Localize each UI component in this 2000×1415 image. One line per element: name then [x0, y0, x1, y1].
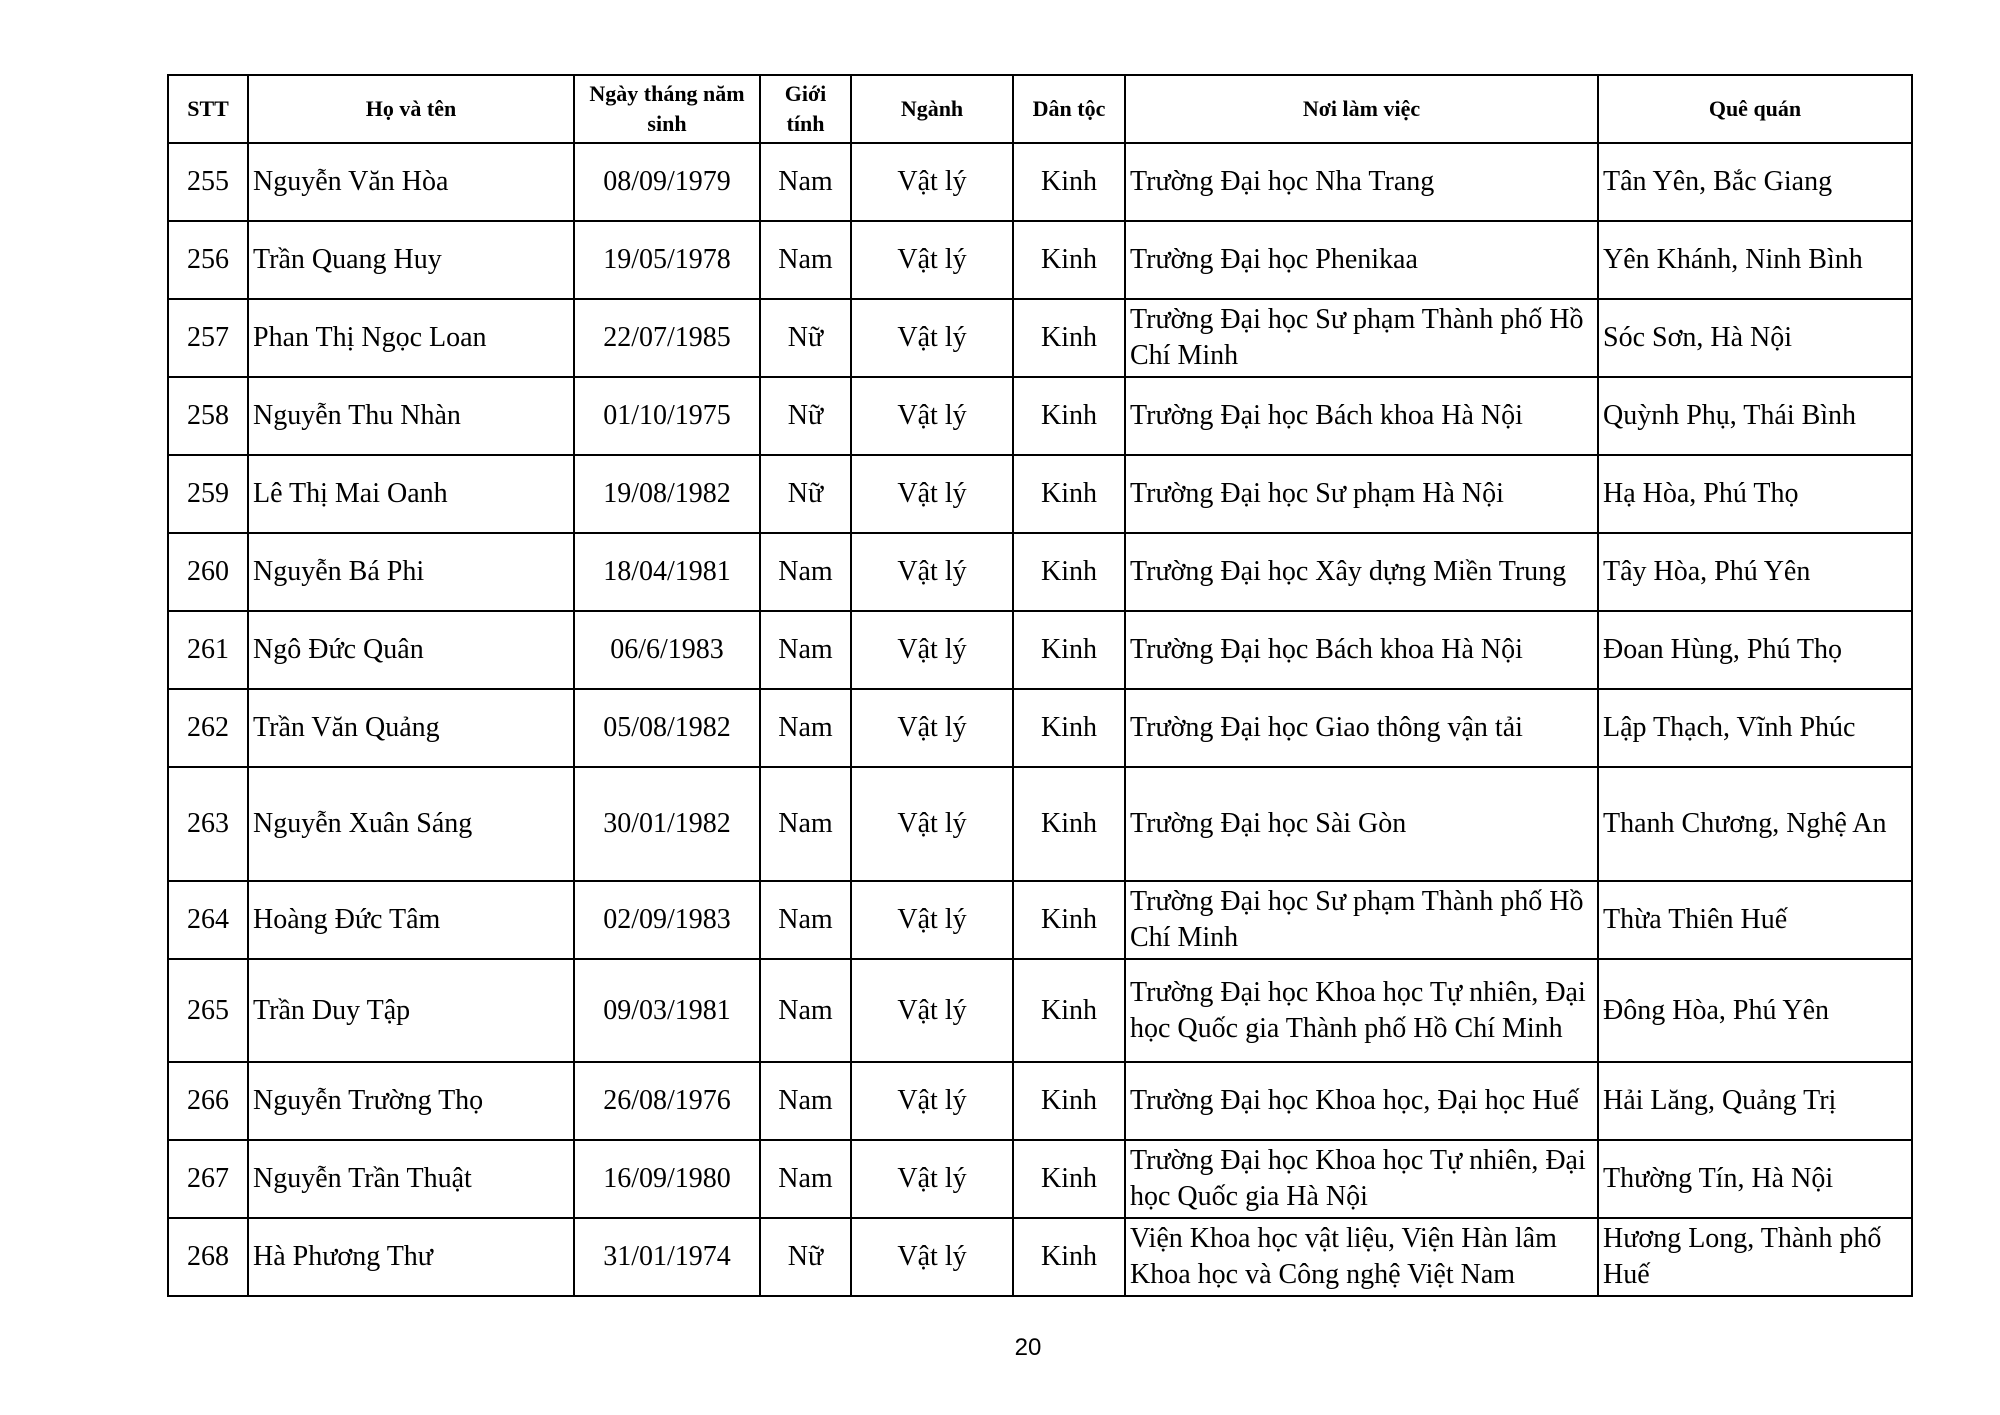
header-field: Ngành	[851, 75, 1013, 143]
cell-field: Vật lý	[851, 1140, 1013, 1218]
cell-gender: Nam	[760, 959, 851, 1062]
cell-workplace: Trường Đại học Sư phạm Hà Nội	[1125, 455, 1598, 533]
cell-ethnicity: Kinh	[1013, 1218, 1125, 1296]
cell-dob: 08/09/1979	[574, 143, 760, 221]
cell-hometown: Thanh Chương, Nghệ An	[1598, 767, 1912, 881]
cell-stt: 266	[168, 1062, 248, 1140]
cell-field: Vật lý	[851, 533, 1013, 611]
cell-ethnicity: Kinh	[1013, 377, 1125, 455]
cell-hometown: Thừa Thiên Huế	[1598, 881, 1912, 959]
cell-stt: 263	[168, 767, 248, 881]
cell-hometown: Yên Khánh, Ninh Bình	[1598, 221, 1912, 299]
cell-stt: 265	[168, 959, 248, 1062]
cell-gender: Nam	[760, 533, 851, 611]
header-dob: Ngày tháng năm sinh	[574, 75, 760, 143]
cell-name: Nguyễn Xuân Sáng	[248, 767, 574, 881]
cell-dob: 09/03/1981	[574, 959, 760, 1062]
cell-dob: 18/04/1981	[574, 533, 760, 611]
table-row	[168, 455, 1912, 533]
cell-field: Vật lý	[851, 1062, 1013, 1140]
cell-stt: 261	[168, 611, 248, 689]
header-stt: STT	[168, 75, 248, 143]
cell-field: Vật lý	[851, 299, 1013, 377]
cell-name: Hà Phương Thư	[248, 1218, 574, 1296]
cell-hometown: Quỳnh Phụ, Thái Bình	[1598, 377, 1912, 455]
header-name: Họ và tên	[248, 75, 574, 143]
table-header-row	[168, 75, 1912, 143]
cell-gender: Nữ	[760, 299, 851, 377]
cell-ethnicity: Kinh	[1013, 611, 1125, 689]
cell-gender: Nữ	[760, 1218, 851, 1296]
cell-field: Vật lý	[851, 767, 1013, 881]
table-row	[168, 689, 1912, 767]
cell-name: Nguyễn Trường Thọ	[248, 1062, 574, 1140]
cell-hometown: Đoan Hùng, Phú Thọ	[1598, 611, 1912, 689]
cell-dob: 06/6/1983	[574, 611, 760, 689]
cell-workplace: Trường Đại học Xây dựng Miền Trung	[1125, 533, 1598, 611]
cell-ethnicity: Kinh	[1013, 959, 1125, 1062]
cell-ethnicity: Kinh	[1013, 299, 1125, 377]
cell-dob: 19/05/1978	[574, 221, 760, 299]
cell-hometown: Tây Hòa, Phú Yên	[1598, 533, 1912, 611]
cell-ethnicity: Kinh	[1013, 1140, 1125, 1218]
cell-stt: 267	[168, 1140, 248, 1218]
cell-name: Nguyễn Trần Thuật	[248, 1140, 574, 1218]
cell-workplace: Trường Đại học Khoa học Tự nhiên, Đại học Quốc gia Thành phố Hồ Chí Minh	[1125, 959, 1598, 1062]
cell-name: Trần Quang Huy	[248, 221, 574, 299]
cell-stt: 257	[168, 299, 248, 377]
cell-dob: 01/10/1975	[574, 377, 760, 455]
cell-hometown: Tân Yên, Bắc Giang	[1598, 143, 1912, 221]
cell-field: Vật lý	[851, 455, 1013, 533]
cell-stt: 264	[168, 881, 248, 959]
cell-dob: 02/09/1983	[574, 881, 760, 959]
cell-gender: Nam	[760, 611, 851, 689]
cell-workplace: Trường Đại học Sài Gòn	[1125, 767, 1598, 881]
cell-ethnicity: Kinh	[1013, 533, 1125, 611]
table-row	[168, 959, 1912, 1062]
cell-dob: 22/07/1985	[574, 299, 760, 377]
cell-workplace: Trường Đại học Khoa học Tự nhiên, Đại học Quốc gia Hà Nội	[1125, 1140, 1598, 1218]
cell-ethnicity: Kinh	[1013, 767, 1125, 881]
cell-name: Trần Duy Tập	[248, 959, 574, 1062]
cell-field: Vật lý	[851, 143, 1013, 221]
cell-dob: 31/01/1974	[574, 1218, 760, 1296]
cell-gender: Nữ	[760, 377, 851, 455]
table-row	[168, 533, 1912, 611]
cell-name: Nguyễn Thu Nhàn	[248, 377, 574, 455]
cell-field: Vật lý	[851, 881, 1013, 959]
cell-hometown: Hương Long, Thành phố Huế	[1598, 1218, 1912, 1296]
table-row	[168, 299, 1912, 377]
cell-hometown: Lập Thạch, Vĩnh Phúc	[1598, 689, 1912, 767]
cell-gender: Nam	[760, 1140, 851, 1218]
cell-field: Vật lý	[851, 377, 1013, 455]
cell-stt: 256	[168, 221, 248, 299]
cell-dob: 19/08/1982	[574, 455, 760, 533]
header-gender: Giới tính	[760, 75, 851, 143]
table-row	[168, 767, 1912, 881]
cell-gender: Nam	[760, 881, 851, 959]
cell-gender: Nam	[760, 221, 851, 299]
cell-stt: 259	[168, 455, 248, 533]
cell-dob: 26/08/1976	[574, 1062, 760, 1140]
cell-name: Ngô Đức Quân	[248, 611, 574, 689]
cell-gender: Nam	[760, 767, 851, 881]
roster-table	[167, 74, 1913, 1297]
cell-gender: Nam	[760, 1062, 851, 1140]
cell-ethnicity: Kinh	[1013, 1062, 1125, 1140]
cell-dob: 16/09/1980	[574, 1140, 760, 1218]
table-row	[168, 1218, 1912, 1296]
cell-hometown: Hải Lăng, Quảng Trị	[1598, 1062, 1912, 1140]
cell-workplace: Trường Đại học Bách khoa Hà Nội	[1125, 611, 1598, 689]
cell-name: Trần Văn Quảng	[248, 689, 574, 767]
cell-gender: Nam	[760, 689, 851, 767]
table-row	[168, 611, 1912, 689]
cell-workplace: Trường Đại học Khoa học, Đại học Huế	[1125, 1062, 1598, 1140]
cell-field: Vật lý	[851, 689, 1013, 767]
table-row	[168, 881, 1912, 959]
cell-ethnicity: Kinh	[1013, 689, 1125, 767]
cell-ethnicity: Kinh	[1013, 881, 1125, 959]
table-row	[168, 1062, 1912, 1140]
cell-dob: 05/08/1982	[574, 689, 760, 767]
cell-field: Vật lý	[851, 221, 1013, 299]
cell-name: Nguyễn Bá Phi	[248, 533, 574, 611]
cell-stt: 260	[168, 533, 248, 611]
cell-stt: 255	[168, 143, 248, 221]
cell-name: Phan Thị Ngọc Loan	[248, 299, 574, 377]
cell-hometown: Đông Hòa, Phú Yên	[1598, 959, 1912, 1062]
cell-gender: Nam	[760, 143, 851, 221]
cell-hometown: Sóc Sơn, Hà Nội	[1598, 299, 1912, 377]
cell-name: Lê Thị Mai Oanh	[248, 455, 574, 533]
page-number: 20	[1014, 1334, 1042, 1361]
cell-stt: 258	[168, 377, 248, 455]
cell-stt: 262	[168, 689, 248, 767]
cell-ethnicity: Kinh	[1013, 221, 1125, 299]
cell-field: Vật lý	[851, 959, 1013, 1062]
cell-ethnicity: Kinh	[1013, 143, 1125, 221]
cell-dob: 30/01/1982	[574, 767, 760, 881]
cell-stt: 268	[168, 1218, 248, 1296]
table-row	[168, 143, 1912, 221]
cell-workplace: Trường Đại học Giao thông vận tải	[1125, 689, 1598, 767]
cell-workplace: Trường Đại học Phenikaa	[1125, 221, 1598, 299]
cell-hometown: Thường Tín, Hà Nội	[1598, 1140, 1912, 1218]
header-ethnicity: Dân tộc	[1013, 75, 1125, 143]
table-row	[168, 1140, 1912, 1218]
cell-ethnicity: Kinh	[1013, 455, 1125, 533]
table-row	[168, 221, 1912, 299]
cell-field: Vật lý	[851, 1218, 1013, 1296]
cell-name: Nguyễn Văn Hòa	[248, 143, 574, 221]
cell-workplace: Trường Đại học Sư phạm Thành phố Hồ Chí Minh	[1125, 881, 1598, 959]
cell-hometown: Hạ Hòa, Phú Thọ	[1598, 455, 1912, 533]
cell-workplace: Trường Đại học Sư phạm Thành phố Hồ Chí Minh	[1125, 299, 1598, 377]
cell-gender: Nữ	[760, 455, 851, 533]
table-row	[168, 377, 1912, 455]
cell-workplace: Viện Khoa học vật liệu, Viện Hàn lâm Khoa học và Công nghệ Việt Nam	[1125, 1218, 1598, 1296]
cell-field: Vật lý	[851, 611, 1013, 689]
cell-name: Hoàng Đức Tâm	[248, 881, 574, 959]
header-hometown: Quê quán	[1598, 75, 1912, 143]
cell-workplace: Trường Đại học Bách khoa Hà Nội	[1125, 377, 1598, 455]
header-workplace: Nơi làm việc	[1125, 75, 1598, 143]
cell-workplace: Trường Đại học Nha Trang	[1125, 143, 1598, 221]
